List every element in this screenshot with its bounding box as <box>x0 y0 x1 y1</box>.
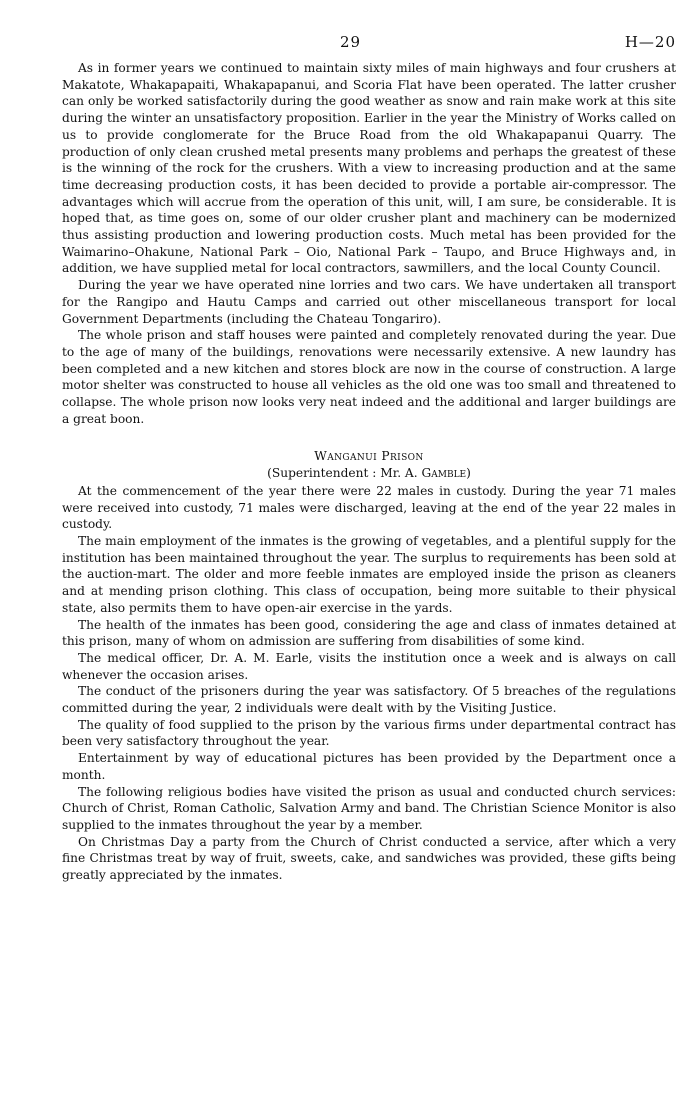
page-number: 29 <box>340 33 362 51</box>
wanganui-section <box>62 483 676 884</box>
paragraph: Entertainment by way of educational pictures has been provided by the Department once a month. <box>62 751 676 782</box>
intro-section <box>62 60 676 427</box>
paragraph: The health of the inmates has been good, considering the age and class of inmates detained at this prison, many of whom on admission are suffering from disabilities of some kind. <box>62 617 676 649</box>
paragraph: As in former years we continued to maintain sixty miles of main highways and four crushers at Makatote, Whakapapaiti, Whakapapanui, and Scoria Flat have been operated. The latter crusher can only be worked satisfactorily during the good weather as snow and rain make work at this site during the winter an unsatisfactory proposition. Earlier in the year the Ministry of Works called on us to provide conglomerate for the Bruce Road from the old Whakapapanui Quarry. The production of only clean crushed metal presents many problems and perhaps the greatest of these is the winning of the rock for the crushers. With a view to increasing production and at the same time decreasing production costs, it has been decided to provide a portable air-compressor. The advantages which will accrue from the operation of this unit, will, I am sure, be considerable. It is hoped that, as time goes on, some of our older crusher plant and machinery can be modernized thus assisting production and lowering production costs. Much metal has been provided for the Waimarino–Ohakune, National Park – Oio, National Park – Taupo, and Bruce Highways and, in addition, we have supplied metal for local contractors, sawmillers, and the local County Council. <box>62 61 676 276</box>
section-subheading <box>62 465 676 482</box>
subheading-surname: Gamble <box>421 466 467 481</box>
paragraph: The following religious bodies have visited the prison as usual and conducted church services: Church of Christ, Roman Catholic, Salvation Army and band. The Christian Science Monitor is also supplied to the inmates throughout the year by a member. <box>62 784 676 832</box>
paragraph: The main employment of the inmates is the growing of vegetables, and a plentiful supply for the institution has been maintained throughout the year. The surplus to requirements has been sold at the auction-mart. The older and more feeble inmates are employed inside the prison as cleaners and at mending prison clothing. This class of occupation, being more suitable to their physical state, also permits them to have open-air exercise in the yards. <box>62 533 676 615</box>
paragraph: The conduct of the prisoners during the year was satisfactory. Of 5 breaches of the regulations committed during the year, 2 individuals were dealt with by the Visiting Justice. <box>62 684 676 716</box>
paragraph: The quality of food supplied to the prison by the various firms under departmental contract has been very satisfactory throughout the year. <box>62 717 676 749</box>
subheading-prefix: (Superintendent : Mr. A. <box>267 466 422 481</box>
subheading-suffix: ) <box>466 466 471 481</box>
document-reference: H—20 <box>624 33 676 51</box>
paragraph: The medical officer, Dr. A. M. Earle, visits the institution once a week and is always on call whenever the occasion arises. <box>62 650 676 682</box>
page-header <box>62 34 676 60</box>
paragraph: The whole prison and staff houses were painted and completely renovated during the year. Due to the age of many of the buildings, renovations were necessarily extensive. A new laundry has been completed and a new kitchen and stores block are now in the course of construction. A large motor shelter was constructed to house all vehicles as the old one was too small and threatened to collapse. The whole prison now looks very neat indeed and the additional and larger buildings are a great boon. <box>62 328 676 426</box>
section-heading: Wanganui Prison <box>314 449 424 464</box>
paragraph: At the commencement of the year there were 22 males in custody. During the year 71 males were received into custody, 71 males were discharged, leaving at the end of the year 22 males in custody. <box>62 483 676 532</box>
paragraph: During the year we have operated nine lorries and two cars. We have undertaken all transport for the Rangipo and Hautu Camps and carried out other miscellaneous transport for local Government Departments (including the Chateau Tongariro). <box>62 278 676 326</box>
paragraph: On Christmas Day a party from the Church of Christ conducted a service, after which a very fine Christmas treat by way of fruit, sweets, cake, and sandwiches was provided, these gifts being greatly appreciated by the inmates. <box>62 834 676 883</box>
